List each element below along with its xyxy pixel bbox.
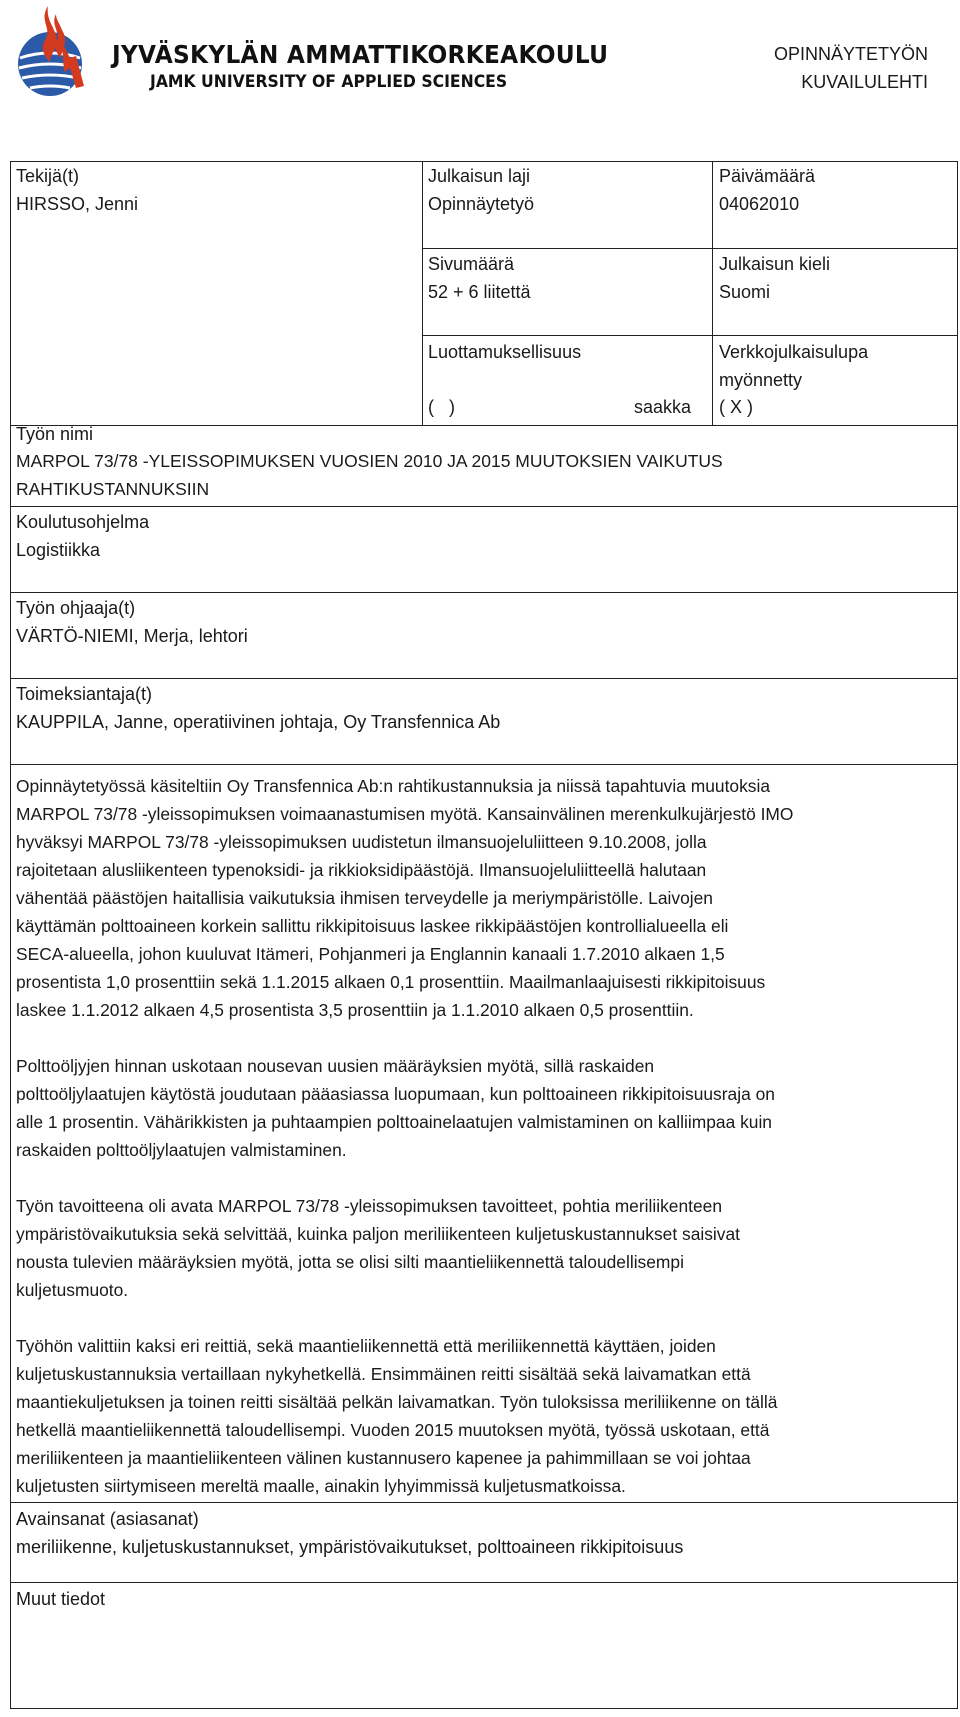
- description-form: [10, 161, 958, 1709]
- date-value: 04062010: [719, 194, 800, 214]
- confidentiality-until: saakka: [634, 397, 692, 417]
- abstract-paragraph-4: [16, 1332, 951, 1500]
- row-divider-1: [422, 248, 958, 249]
- page-count-value: 52 + 6 liitettä: [428, 282, 531, 302]
- supervisor-value: VÄRTÖ-NIEMI, Merja, lehtori: [16, 626, 248, 646]
- abstract-line: hetkellä maantieliikennettä taloudellisempi. Vuoden 2015 muutoksen myötä, työssä uskotaan, että: [16, 1420, 770, 1440]
- title-label: Työn nimi: [16, 424, 94, 444]
- abstract-line: Työn tavoitteena oli avata MARPOL 73/78 -yleissopimuksen tavoitteet, pohtia meriliikenteen: [16, 1196, 722, 1216]
- row-divider-keywords: [11, 1502, 958, 1503]
- abstract-paragraph-1: [16, 772, 951, 1024]
- abstract-line: nousta tulevien määräyksien myötä, jotta se olisi silti maantieliikennettä taloudellisempi: [16, 1252, 684, 1272]
- commissioner-label: Toimeksiantaja(t): [16, 684, 153, 704]
- author-label: Tekijä(t): [16, 166, 80, 186]
- row-divider-2: [422, 335, 958, 336]
- author-value: HIRSSO, Jenni: [16, 194, 139, 214]
- date-label: Päivämäärä: [719, 166, 816, 186]
- abstract-paragraph-3: [16, 1192, 951, 1304]
- abstract-line: MARPOL 73/78 -yleissopimuksen voimaanastumisen myötä. Kansainvälinen merenkulkujärjestö IMO: [16, 804, 794, 824]
- supervisor-label: Työn ohjaaja(t): [16, 598, 136, 618]
- keywords-value: meriliikenne, kuljetuskustannukset, ympäristövaikutukset, polttoaineen rikkipitoisuus: [16, 1537, 684, 1557]
- abstract-line: kuljetusmuoto.: [16, 1280, 129, 1300]
- abstract-line: laskee 1.1.2012 alkaen 4,5 prosentista 3,5 prosenttiin ja 1.1.2010 alkaen 0,5 prosenttiin.: [16, 1000, 694, 1020]
- thesis-title-line-1: MARPOL 73/78 -YLEISSOPIMUKSEN VUOSIEN 2010 JA 2015 MUUTOKSIEN VAIKUTUS: [16, 451, 723, 471]
- abstract-line: käyttämän polttoaineen korkein sallittu rikkipitoisuus laskee rikkipäästöjen kontrollialueella eli: [16, 916, 729, 936]
- row-divider-title: [11, 425, 958, 426]
- row-divider-program: [11, 506, 958, 507]
- abstract: [16, 772, 951, 1500]
- row-divider-abstract: [11, 764, 958, 765]
- program-value: Logistiikka: [16, 540, 101, 560]
- confidentiality-label: Luottamuksellisuus: [428, 342, 582, 362]
- abstract-line: alle 1 prosentin. Vähärikkisten ja puhtaampien polttoainelaatujen valmistaminen on kalliimpaa kuin: [16, 1112, 772, 1132]
- document-type-line-1: OPINNÄYTETYÖN: [773, 44, 928, 64]
- keywords-label: Avainsanat (asiasanat): [16, 1509, 199, 1529]
- thesis-title-line-2: RAHTIKUSTANNUKSIIN: [16, 479, 210, 499]
- jamk-emblem-icon: [10, 2, 102, 102]
- abstract-line: SECA-alueella, johon kuuluvat Itämeri, Pohjanmeri ja Englannin kanaali 1.7.2010 alkaen 1,5: [16, 944, 725, 964]
- document-type: [774, 40, 928, 96]
- web-permission-value: ( X ): [719, 397, 753, 417]
- abstract-line: rajoitetaan alusliikenteen typenoksidi- ja rikkioksidipäästöjä. Ilmansuojeluliitteellä halutaan: [16, 860, 707, 880]
- abstract-line: polttoöljylaatujen käytöstä joudutaan pääasiassa luopumaan, kun polttoaineen rikkipitoisuusraja on: [16, 1084, 775, 1104]
- confidentiality-checkbox: ( ): [428, 397, 455, 417]
- commissioner-value: KAUPPILA, Janne, operatiivinen johtaja, Oy Transfennica Ab: [16, 712, 501, 732]
- abstract-line: ympäristövaikutuksia sekä selvittää, kuinka paljon meriliikenteen kuljetuskustannukset saisivat: [16, 1224, 740, 1244]
- page-count-label: Sivumäärä: [428, 254, 515, 274]
- abstract-paragraph-2: [16, 1052, 951, 1164]
- publication-type-value: Opinnäytetyö: [428, 194, 535, 214]
- other-info-label: Muut tiedot: [16, 1589, 106, 1609]
- abstract-line: Opinnäytetyössä käsiteltiin Oy Transfennica Ab:n rahtikustannuksia ja niissä tapahtuvia muutoksia: [16, 776, 771, 796]
- program-label: Koulutusohjelma: [16, 512, 150, 532]
- publication-type-label: Julkaisun laji: [428, 166, 531, 186]
- row-divider-supervisor: [11, 592, 958, 593]
- institution-logo: [10, 2, 609, 107]
- abstract-line: maantiekuljetuksen ja toinen reitti sisältää pelkän laivamatkan. Työn tuloksissa meriliikenne on tällä: [16, 1392, 778, 1412]
- row-divider-other: [11, 1582, 958, 1583]
- abstract-line: prosentista 1,0 prosenttiin sekä 1.1.2015 alkaen 0,1 prosenttiin. Maailmanlaajuisesti rikkipitoisuus: [16, 972, 766, 992]
- abstract-line: kuljetuskustannuksia vertaillaan nykyhetkellä. Ensimmäinen reitti sisältää sekä laivamatkan että: [16, 1364, 751, 1384]
- abstract-line: hyväksyi MARPOL 73/78 -yleissopimuksen uudistetun ilmansuojeluliitteen 9.10.2008, jolla: [16, 832, 707, 852]
- column-divider-2: [712, 162, 713, 425]
- abstract-line: meriliikenteen ja maantieliikenteen välinen kustannusero kapenee ja pahimmillaan se voi johtaa: [16, 1448, 751, 1468]
- logo-subtitle: JAMK UNIVERSITY OF APPLIED SCIENCES: [150, 72, 508, 92]
- abstract-line: Työhön valittiin kaksi eri reittiä, sekä maantieliikennettä että meriliikennettä käyttäen, joiden: [16, 1336, 716, 1356]
- abstract-line: vähentää päästöjen haitallisia vaikutuksia ihmisen terveydelle ja meriympäristölle. Laivojen: [16, 888, 713, 908]
- abstract-line: Polttoöljyjen hinnan uskotaan nousevan uusien määräyksien myötä, sillä raskaiden: [16, 1056, 655, 1076]
- abstract-line: raskaiden polttoöljylaatujen valmistaminen.: [16, 1140, 347, 1160]
- document-type-line-2: KUVAILULEHTI: [801, 72, 928, 92]
- column-divider-1: [422, 162, 423, 425]
- logo-name: JYVÄSKYLÄN AMMATTIKORKEAKOULU: [112, 40, 609, 69]
- web-permission-label-2: myönnetty: [719, 370, 803, 390]
- row-divider-commissioner: [11, 678, 958, 679]
- abstract-line: kuljetusten siirtymiseen mereltä maalle, ainakin lyhyimmissä kuljetusmatkoissa.: [16, 1476, 626, 1496]
- web-permission-label-1: Verkkojulkaisulupa: [719, 342, 869, 362]
- language-label: Julkaisun kieli: [719, 254, 831, 274]
- language-value: Suomi: [719, 282, 771, 302]
